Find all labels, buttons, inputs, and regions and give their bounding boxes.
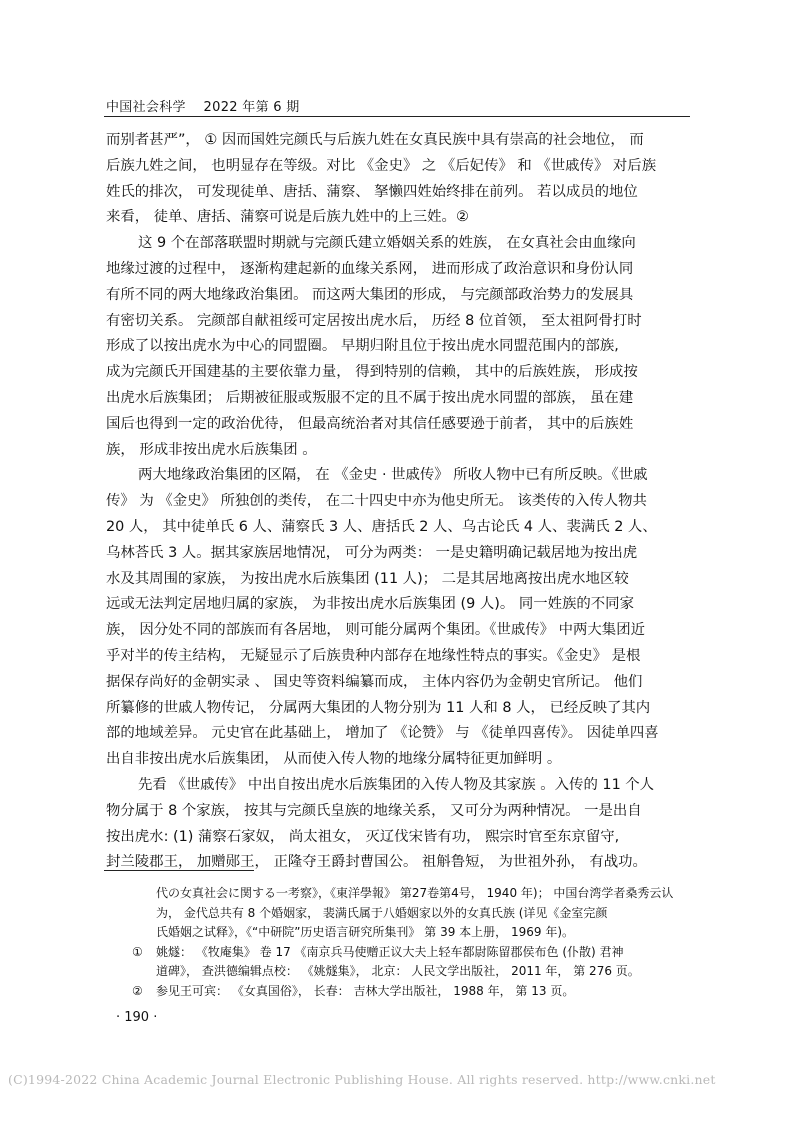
text-line: 姓氏的排次， 可发现徒单、唐括、蒲察、 拏懒四姓始终排在前列。 若以成员的地位: [106, 183, 638, 200]
footnotes: [132, 884, 692, 1001]
issue-label: 2022 年第 6 期: [203, 100, 300, 115]
text-line: 国后也得到一定的政治优待， 但最高统治者对其信任感要逊于前者， 其中的后族姓: [106, 415, 634, 432]
text-line: 远或无法判定居地归属的家族， 为非按出虎水后族集团 (9 人)。 同一姓族的不同家: [106, 596, 634, 613]
text-line: 这 9 个在部落联盟时期就与完颜氏建立婚姻关系的姓族， 在女真社会由血缘向: [138, 235, 636, 252]
footnote-text: 道碑》， 查洪德编辑点校： 《姚燧集》， 北京： 人民文学出版社， 2011 年， 第 276 页。: [156, 964, 640, 978]
page-number: · 190 ·: [116, 1010, 158, 1025]
footnote-line: [132, 904, 692, 924]
text-line: 出自非按出虎水后族集团， 从而使入传人物的地缘分属特征更加鲜明 。: [106, 751, 562, 768]
text-line: 族， 因分处不同的部族而有各居地， 则可能分属两个集团。《世戚传》 中两大集团近: [106, 622, 645, 639]
footnote-text: 姚燧： 《牧庵集》 卷 17 《南京兵马使赠正议大夫上轻车都尉陈留郡侯布色 (仆散) 君神: [156, 944, 624, 959]
body-text: [106, 128, 690, 876]
text-line: 按出虎水: (1) 蒲察石家奴， 尚太祖女， 灭辽伐宋皆有功， 熙宗时官至东京留守,: [106, 828, 620, 845]
text-line: 先看 《世戚传》 中出自按出虎水后族集团的入传人物及其家族 。入传的 11 个人: [138, 776, 655, 793]
footnote-line: [132, 962, 692, 982]
header-rule: [104, 116, 690, 117]
footnote-line: [132, 923, 692, 943]
footnote-line: [132, 982, 692, 1002]
copyright-line: (C)1994-2022 China Academic Journal Electronic Publishing House. All rights reserved. http://www.cnki.net: [8, 1072, 716, 1087]
text-line: 20 人， 其中徒单氏 6 人、蒲察氏 3 人、唐括氏 2 人、乌古论氏 4 人、裴满氏 2 人、: [106, 518, 657, 535]
footnote-marker: ①: [132, 944, 143, 959]
footnote-text: 为， 金代总共有 8 个婚姻家， 裴满氏属于八婚姻家以外的女真氏族 (详见《金室完颜: [156, 905, 608, 920]
journal-name: 中国社会科学: [106, 100, 186, 115]
text-line: 部的地域差异。 元史官在此基础上， 增加了 《论赞》 与 《徒单四喜传》。 因徒单四喜: [106, 725, 659, 742]
text-line: 而别者甚严”， ① 因而国姓完颜氏与后族九姓在女真民族中具有崇高的社会地位， 而: [106, 132, 644, 148]
text-line: 地缘过渡的过程中， 逐渐构建起新的血缘关系网， 进而形成了政治意识和身份认同: [106, 260, 634, 277]
text-line: 族， 形成非按出虎水后族集团 。: [106, 441, 317, 458]
footnote-marker: ②: [132, 983, 143, 998]
footnote-text: 参见王可宾： 《女真国俗》， 长春： 吉林大学出版社， 1988 年， 第 13 页。: [156, 983, 575, 998]
text-line: 有密切关系。 完颜部自献祖绥可定居按出虎水后， 历经 8 位首领， 至太祖阿骨打时: [106, 312, 642, 329]
text-line: 两大地缘政治集团的区隔， 在 《金史 · 世戚传》 所收人物中已有所反映。《世戚: [138, 467, 648, 484]
text-line: 所纂修的世戚人物传记， 分属两大集团的人物分别为 11 人和 8 人， 已经反映了其内: [106, 699, 651, 716]
text-line: 据保存尚好的金朝实录 、 国史等资料编纂而成， 主体内容仍为金朝史官所记。 他们: [106, 673, 643, 690]
text-line: 有所不同的两大地缘政治集团。 而这两大集团的形成， 与完颜部政治势力的发展具: [106, 286, 634, 303]
footnote-text: 代の女真社会に関する一考察》，《東洋學報》 第27卷第4号， 1940 年)； 中国台湾学者桑秀云认: [156, 886, 674, 900]
footnote-rule: [104, 870, 254, 871]
text-line: 传》 为 《金史》 所独创的类传， 在二十四史中亦为他史所无。 该类传的入传人物共: [106, 493, 647, 510]
text-line: 后族九姓之间， 也明显存在等级。对比 《金史》 之 《后妃传》 和 《世戚传》 对后族: [106, 157, 657, 174]
text-line: 物分属于 8 个家族， 按其与完颜氏皇族的地缘关系， 又可分为两种情况。 一是出自: [106, 802, 642, 819]
text-line: 来看， 徒单、唐括、蒲察可说是后族九姓中的上三姓。②: [106, 209, 469, 226]
footnote-line: [132, 943, 692, 963]
footnote-text: 氏婚姻之试释》，《“中研院”历史语言研究所集刊》 第 39 本上册， 1969 年)。: [156, 925, 574, 939]
running-header: [106, 96, 300, 115]
text-line: 出虎水后族集团； 后期被征服或叛服不定的且不属于按出虎水同盟的部族， 虽在建: [106, 389, 634, 406]
text-line: 乌林荅氏 3 人。据其家族居地情况， 可分为两类： 一是史籍明确记载居地为按出虎: [106, 544, 638, 561]
text-line: 封兰陵郡王， 加赠郧王， 正隆夺王爵封曹国公。 祖斛鲁短， 为世祖外孙， 有战功。: [106, 854, 647, 871]
text-line: 乎对半的传主结构， 无疑显示了后族贵种内部存在地缘性特点的事实。《金史》 是根: [106, 647, 641, 664]
footnote-line: [132, 884, 692, 904]
text-line: 成为完颜氏开国建基的主要依靠力量， 得到特别的信赖， 其中的后族姓族， 形成按: [106, 364, 638, 381]
text-line: 水及其周围的家族， 为按出虎水后族集团 (11 人)； 二是其居地离按出虎水地区较: [106, 570, 629, 587]
text-line: 形成了以按出虎水为中心的同盟圈。 早期归附且位于按出虎水同盟范围内的部族,: [106, 338, 619, 355]
